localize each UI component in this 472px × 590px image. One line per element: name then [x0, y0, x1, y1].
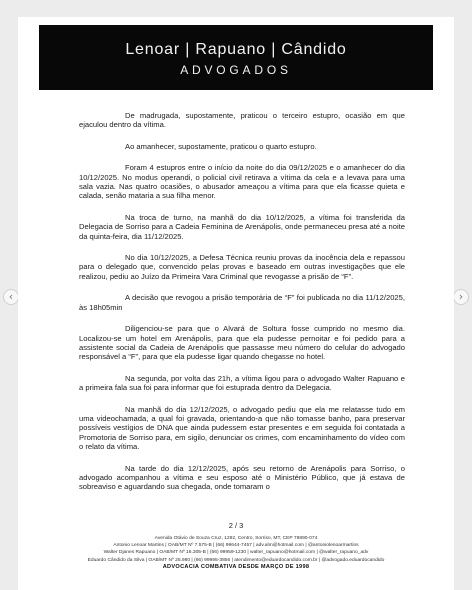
footer-address: Avenida Otávio de Souza Cruz, 1292, Centro, Sorriso, MT, CEP 78890-074	[154, 536, 318, 541]
footer-lawyer-1: Antonio Lenoar Martins | OAB/MT Nº 7.575-B | (66) 99644-7457 | adv.alm@hotmail.com | @antoniolenoarmartins	[113, 543, 359, 549]
footer-slogan: ADVOCACIA COMBATIVA DESDE MARÇO DE 1998	[162, 563, 310, 570]
footer-lawyer-2: Walter Djanes Rapuano | OAB/MT Nº 16.305-B | (66) 99959-1230 | walter_rapuano@hotmail.com | @walter_rapuano_adv	[103, 550, 369, 556]
paragraph: A decisão que revogou a prisão temporária de “F” foi publicada no dia 11/12/2025, às 18h05min	[79, 293, 405, 312]
paragraph: Na troca de turno, na manhã do dia 10/12/2025, a vítima foi transferida da Delegacia de Sorriso para a Cadeia Feminina de Arenápolis, onde permaneceu presa até a noite da quinta-feira, dia 11/12/2025.	[79, 212, 405, 241]
document-body	[79, 111, 405, 504]
document-page	[18, 17, 454, 590]
paragraph: Na segunda, por volta das 21h, a vítima ligou para o advogado Walter Rapuano e a primeira fala sua foi para informar que foi estuprada dentro da Delegacia.	[79, 373, 405, 393]
firm-names: Lenoar | Rapuano | Cândido	[125, 41, 347, 58]
paragraph: No dia 10/12/2025, a Defesa Técnica reuniu provas da inocência dela e repassou para o delegado que, convencido pelas provas e baseado em outras investigações que ele realizou, pediu ao Juízo da Primeira Vara Criminal que revogasse a prisão de “F”.	[79, 253, 405, 281]
paragraph: De madrugada, supostamente, praticou o terceiro estupro, ocasião em que ejaculou dentro da vítima.	[79, 111, 405, 130]
letterhead-footer	[44, 535, 428, 571]
prev-page-chevron-left-icon[interactable]: ‹	[3, 289, 19, 305]
paragraph: Ao amanhecer, supostamente, praticou o quarto estupro.	[125, 141, 317, 151]
next-page-chevron-right-icon[interactable]: ›	[453, 289, 469, 305]
paragraph: Diligenciou-se para que o Alvará de Soltura fosse cumprido no mesmo dia. Localizou-se um hotel em Arenápolis, para que ela pudesse pernoitar e foi pedido para a assistente social da Cadeia de Arenápolis que passasse meu número do celular do advogado responsável a “F”, para que ela pudesse ligar quando chegasse no hotel.	[79, 324, 405, 362]
paragraph: Foram 4 estupros entre o início da noite do dia 09/12/2025 e o amanhecer do dia 10/12/2025. No modus operandi, o policial civil retirava a vítima da cela e a levava para uma sala vazia. Nas quatro ocasiões, o abusador ameaçou a vítima para que ela ficasse quieta e calada, senão mataria a sua filha menor.	[79, 163, 405, 201]
footer-lawyer-3: Eduardo Cândido da Silva | OAB/MT Nº 25.980 | (66) 99995-3856 | atendimento@eduardocandido.com.br | @advogado.eduardocandido	[87, 557, 385, 563]
letterhead-banner	[39, 25, 433, 90]
page-number: 2 / 3	[228, 521, 244, 530]
paragraph: Na manhã do dia 12/12/2025, o advogado pediu que ela me relatasse tudo em uma videochamada, a qual foi gravada, orientando-a que não tomasse banho, para preservar possíveis vestígios de DNA que ainda pudessem estar presentes e em seguida foi contatada a Promotoria de Sorriso para, em sigilo, denunciar os crimes, com encaminhamento do vídeo com o relato da vítima.	[79, 404, 405, 452]
paragraph: Na tarde do dia 12/12/2025, após seu retorno de Arenápolis para Sorriso, o advogado acompanhou a vítima e seu esposo até o Ministério Público, que já estava de sobreaviso e aguardando sua chegada, onde tomaram o	[79, 463, 405, 492]
firm-subtitle: ADVOGADOS	[180, 63, 292, 77]
